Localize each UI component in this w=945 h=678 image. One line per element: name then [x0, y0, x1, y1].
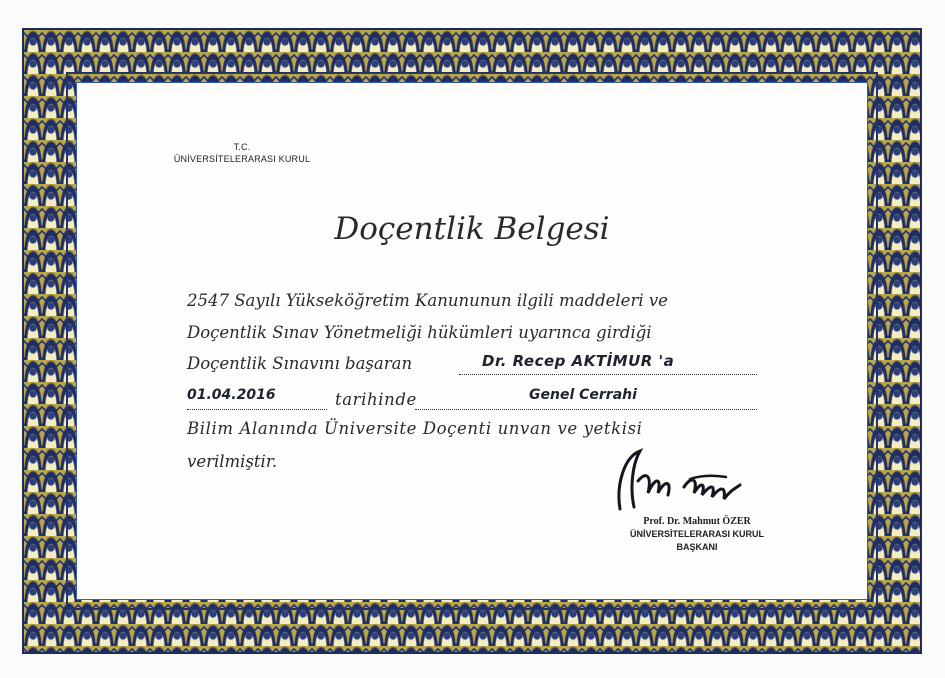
certificate-title: Doçentlik Belgesi [334, 211, 610, 247]
field-of-study: Genel Cerrahi [529, 387, 637, 403]
signatory-role: BAŞKANI [676, 542, 718, 552]
award-date: 01.04.2016 [187, 387, 276, 403]
issuer-line2: ÜNİVERSİTELERARASI KURUL [173, 154, 311, 164]
issuer-line1: T.C. [233, 142, 251, 152]
body-line-1: 2547 Sayılı Yükseköğretim Kanununun ilgili maddeleri ve [187, 291, 668, 310]
issuer-heading [137, 141, 347, 165]
date-dotted-line [187, 409, 327, 410]
name-dotted-line [459, 374, 757, 375]
body-line-4: tarihinde [335, 390, 417, 409]
body-line-3: Doçentlik Sınavını başaran [187, 354, 413, 373]
signatory-name: Prof. Dr. Mahmut ÖZER [643, 516, 751, 527]
signatory-block [597, 515, 797, 554]
signature-image [602, 445, 772, 515]
body-line-5: Bilim Alanında Üniversite Doçenti unvan ve yetkisi [187, 419, 643, 438]
certificate-body [76, 82, 868, 600]
recipient-name: Dr. Recep AKTİMUR 'a [482, 352, 675, 370]
signatory-org: ÜNİVERSİTELERARASI KURUL [629, 529, 764, 539]
field-dotted-line [415, 409, 757, 410]
body-line-2: Doçentlik Sınav Yönetmeliği hükümleri uyarınca girdiği [187, 323, 652, 342]
body-line-6: verilmiştir. [187, 452, 278, 471]
